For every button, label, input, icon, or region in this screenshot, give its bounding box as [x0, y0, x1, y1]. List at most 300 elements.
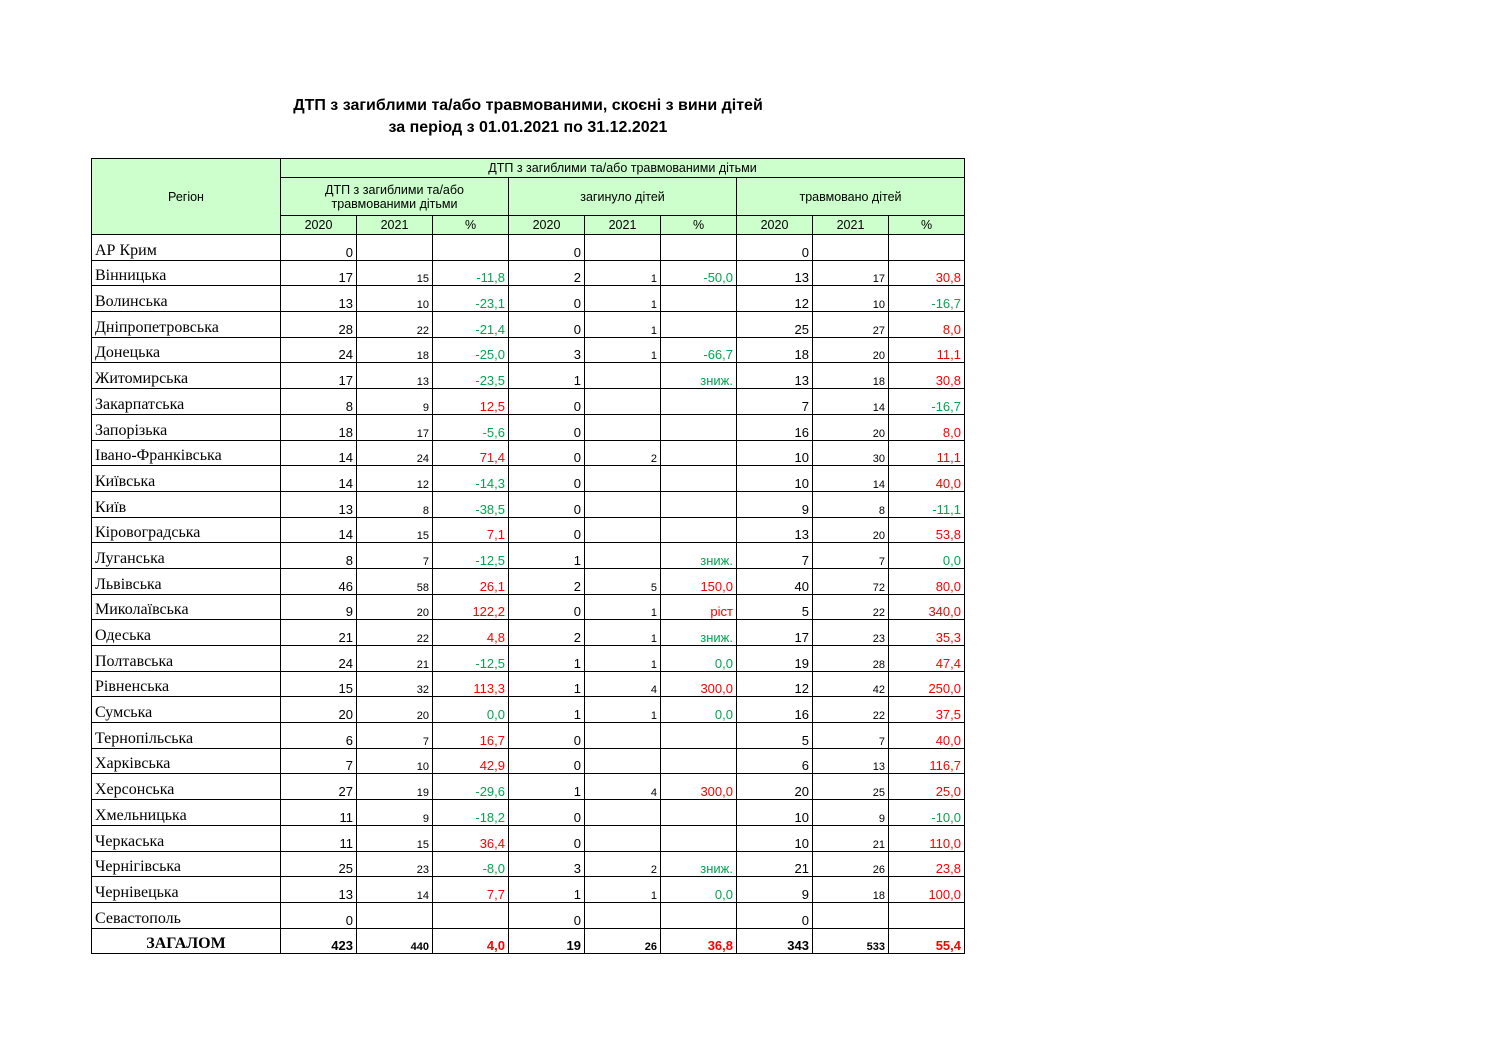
- injured-2020-cell: 343: [737, 928, 813, 954]
- killed-2021-cell: 1: [585, 260, 661, 286]
- region-cell: Київ: [92, 491, 281, 517]
- injured-pct-cell: 40,0: [889, 723, 965, 749]
- table-row: [92, 877, 965, 903]
- injured-pct-cell: 116,7: [889, 748, 965, 774]
- accidents-2021-cell: 9: [357, 389, 433, 415]
- region-cell: Житомирська: [92, 363, 281, 389]
- accidents-pct-cell: -14,3: [433, 466, 509, 492]
- killed-pct-cell: [661, 723, 737, 749]
- table-row: [92, 543, 965, 569]
- killed-pct-cell: 0,0: [661, 646, 737, 672]
- injured-2021-cell: [813, 902, 889, 928]
- killed-2020-cell: 0: [509, 517, 585, 543]
- injured-pct-cell: 55,4: [889, 928, 965, 954]
- accidents-pct-cell: 16,7: [433, 723, 509, 749]
- killed-pct-cell: [661, 902, 737, 928]
- accidents-2021-cell: 21: [357, 646, 433, 672]
- accidents-2020-cell: 14: [281, 517, 357, 543]
- accidents-pct-cell: 12,5: [433, 389, 509, 415]
- injured-2021-cell: 22: [813, 697, 889, 723]
- killed-2020-cell: 0: [509, 312, 585, 338]
- injured-2020-cell: 7: [737, 389, 813, 415]
- injured-2021-cell: 7: [813, 543, 889, 569]
- injured-2021-cell: 10: [813, 286, 889, 312]
- killed-2020-cell: 0: [509, 286, 585, 312]
- region-cell: Закарпатська: [92, 389, 281, 415]
- injured-pct-cell: 25,0: [889, 774, 965, 800]
- accidents-2021-cell: 440: [357, 928, 433, 954]
- table-row: [92, 491, 965, 517]
- region-cell: Донецька: [92, 337, 281, 363]
- killed-pct-cell: [661, 286, 737, 312]
- table-row: [92, 748, 965, 774]
- injured-pct-cell: -10,0: [889, 800, 965, 826]
- accidents-2021-cell: 32: [357, 671, 433, 697]
- injured-2021-cell: 8: [813, 491, 889, 517]
- table-row: [92, 902, 965, 928]
- killed-pct-cell: зниж.: [661, 363, 737, 389]
- region-cell: Одеська: [92, 620, 281, 646]
- killed-pct-cell: 36,8: [661, 928, 737, 954]
- killed-2020-cell: 0: [509, 389, 585, 415]
- table-row: [92, 594, 965, 620]
- accidents-2020-cell: 13: [281, 877, 357, 903]
- killed-2021-cell: 5: [585, 568, 661, 594]
- killed-2021-cell: [585, 543, 661, 569]
- injured-pct-cell: 35,3: [889, 620, 965, 646]
- accidents-header: ДТП з загиблими та/або травмованими дітьми: [281, 178, 509, 216]
- killed-2021-cell: 4: [585, 671, 661, 697]
- injured-header: травмовано дітей: [737, 178, 965, 216]
- accidents-pct-cell: 0,0: [433, 697, 509, 723]
- accidents-2021-cell: 13: [357, 363, 433, 389]
- killed-pct-cell: [661, 491, 737, 517]
- accidents-2021-cell: 14: [357, 877, 433, 903]
- region-cell: АР Крим: [92, 235, 281, 261]
- accidents-2020-cell: 8: [281, 389, 357, 415]
- accidents-2021-cell: 10: [357, 286, 433, 312]
- injured-2020-cell: 10: [737, 825, 813, 851]
- killed-2020-cell: 0: [509, 235, 585, 261]
- killed-pct-cell: 0,0: [661, 877, 737, 903]
- accidents-2021-cell: 24: [357, 440, 433, 466]
- accidents-2020-cell: 17: [281, 260, 357, 286]
- accidents-pct-cell: -23,5: [433, 363, 509, 389]
- injured-2021-cell: 14: [813, 466, 889, 492]
- injured-2021-cell: 20: [813, 337, 889, 363]
- accidents-2021-cell: [357, 902, 433, 928]
- table-row: [92, 414, 965, 440]
- injured-pct-cell: 53,8: [889, 517, 965, 543]
- injured-2020-cell: 10: [737, 440, 813, 466]
- injured-2021-cell: 30: [813, 440, 889, 466]
- accidents-2020-cell: 9: [281, 594, 357, 620]
- injured-pct-cell: 0,0: [889, 543, 965, 569]
- accidents-2021-cell: 7: [357, 543, 433, 569]
- region-cell: Тернопільська: [92, 723, 281, 749]
- accidents-pct-cell: -25,0: [433, 337, 509, 363]
- accidents-pct-cell: 36,4: [433, 825, 509, 851]
- injured-pct-cell: 30,8: [889, 363, 965, 389]
- table-row: [92, 286, 965, 312]
- accidents-2021-cell: 19: [357, 774, 433, 800]
- killed-2021-cell: [585, 414, 661, 440]
- killed-2021-cell: [585, 748, 661, 774]
- injured-pct-cell: 30,8: [889, 260, 965, 286]
- killed-pct-cell: ріст: [661, 594, 737, 620]
- injured-pct-cell: 110,0: [889, 825, 965, 851]
- injured-2020-cell: 6: [737, 748, 813, 774]
- accidents-2021-cell: 18: [357, 337, 433, 363]
- region-cell: Херсонська: [92, 774, 281, 800]
- injured-2021-cell: 26: [813, 851, 889, 877]
- killed-2021-cell: 4: [585, 774, 661, 800]
- killed-2020-cell: 0: [509, 825, 585, 851]
- accidents-2020-cell: 21: [281, 620, 357, 646]
- injured-2020-cell: 25: [737, 312, 813, 338]
- region-cell: Сумська: [92, 697, 281, 723]
- table-row: [92, 646, 965, 672]
- region-cell: Миколаївська: [92, 594, 281, 620]
- year-2020-header: 2020: [737, 216, 813, 235]
- killed-pct-cell: 150,0: [661, 568, 737, 594]
- killed-2021-cell: 1: [585, 697, 661, 723]
- killed-2021-cell: 1: [585, 646, 661, 672]
- accidents-2021-cell: 15: [357, 260, 433, 286]
- injured-pct-cell: 40,0: [889, 466, 965, 492]
- injured-pct-cell: -16,7: [889, 389, 965, 415]
- killed-2021-cell: [585, 902, 661, 928]
- injured-pct-cell: 80,0: [889, 568, 965, 594]
- accidents-2021-cell: 17: [357, 414, 433, 440]
- injured-pct-cell: 250,0: [889, 671, 965, 697]
- table-row: [92, 825, 965, 851]
- accidents-2021-cell: 22: [357, 620, 433, 646]
- accidents-pct-cell: -21,4: [433, 312, 509, 338]
- accidents-pct-cell: -8,0: [433, 851, 509, 877]
- injured-2020-cell: 40: [737, 568, 813, 594]
- killed-2020-cell: 0: [509, 723, 585, 749]
- year-2021-header: 2021: [813, 216, 889, 235]
- injured-2021-cell: 20: [813, 517, 889, 543]
- accidents-pct-cell: -29,6: [433, 774, 509, 800]
- injured-pct-cell: 8,0: [889, 414, 965, 440]
- killed-2021-cell: 1: [585, 620, 661, 646]
- killed-2020-cell: 0: [509, 414, 585, 440]
- injured-2021-cell: 27: [813, 312, 889, 338]
- killed-2020-cell: 0: [509, 902, 585, 928]
- table-row: [92, 312, 965, 338]
- region-cell: Київська: [92, 466, 281, 492]
- injured-2021-cell: 14: [813, 389, 889, 415]
- killed-pct-cell: 0,0: [661, 697, 737, 723]
- injured-2020-cell: 17: [737, 620, 813, 646]
- injured-2021-cell: 533: [813, 928, 889, 954]
- killed-pct-cell: [661, 440, 737, 466]
- region-cell: Чернігівська: [92, 851, 281, 877]
- region-cell: Чернівецька: [92, 877, 281, 903]
- table-row: [92, 851, 965, 877]
- accidents-pct-cell: 7,7: [433, 877, 509, 903]
- accidents-pct-cell: 71,4: [433, 440, 509, 466]
- injured-2020-cell: 5: [737, 723, 813, 749]
- killed-2020-cell: 0: [509, 748, 585, 774]
- region-cell: Кіровоградська: [92, 517, 281, 543]
- accidents-pct-cell: 113,3: [433, 671, 509, 697]
- accidents-2020-cell: 7: [281, 748, 357, 774]
- injured-2021-cell: 9: [813, 800, 889, 826]
- killed-2020-cell: 0: [509, 440, 585, 466]
- accidents-2020-cell: 11: [281, 800, 357, 826]
- table-row: [92, 620, 965, 646]
- group-header: ДТП з загиблими та/або травмованими дітьми: [281, 159, 965, 178]
- injured-pct-cell: 23,8: [889, 851, 965, 877]
- injured-2020-cell: 21: [737, 851, 813, 877]
- injured-2021-cell: 20: [813, 414, 889, 440]
- accidents-2021-cell: 15: [357, 517, 433, 543]
- accidents-2020-cell: 25: [281, 851, 357, 877]
- killed-2020-cell: 1: [509, 363, 585, 389]
- table-row: [92, 389, 965, 415]
- year-2020-header: 2020: [281, 216, 357, 235]
- killed-pct-cell: [661, 235, 737, 261]
- killed-pct-cell: зниж.: [661, 543, 737, 569]
- killed-pct-cell: зниж.: [661, 851, 737, 877]
- killed-pct-cell: [661, 517, 737, 543]
- killed-pct-cell: -50,0: [661, 260, 737, 286]
- region-cell: Івано-Франківська: [92, 440, 281, 466]
- injured-2021-cell: 23: [813, 620, 889, 646]
- region-cell: Харківська: [92, 748, 281, 774]
- killed-2021-cell: 1: [585, 877, 661, 903]
- killed-2020-cell: 1: [509, 697, 585, 723]
- table-row: [92, 235, 965, 261]
- accidents-pct-cell: -38,5: [433, 491, 509, 517]
- accidents-2020-cell: 27: [281, 774, 357, 800]
- accidents-2021-cell: 9: [357, 800, 433, 826]
- injured-pct-cell: -11,1: [889, 491, 965, 517]
- table-row: [92, 517, 965, 543]
- killed-pct-cell: [661, 389, 737, 415]
- accidents-pct-cell: 4,8: [433, 620, 509, 646]
- accidents-2020-cell: 46: [281, 568, 357, 594]
- accidents-pct-cell: -18,2: [433, 800, 509, 826]
- region-cell: Львівська: [92, 568, 281, 594]
- table-row: [92, 337, 965, 363]
- accidents-2020-cell: 24: [281, 337, 357, 363]
- injured-2021-cell: 18: [813, 877, 889, 903]
- injured-pct-cell: [889, 235, 965, 261]
- region-header: Регіон: [92, 159, 281, 235]
- killed-2020-cell: 19: [509, 928, 585, 954]
- killed-pct-cell: [661, 312, 737, 338]
- killed-2020-cell: 0: [509, 466, 585, 492]
- table-row: [92, 260, 965, 286]
- region-cell: Рівненська: [92, 671, 281, 697]
- killed-2021-cell: 1: [585, 594, 661, 620]
- killed-2021-cell: 1: [585, 286, 661, 312]
- accidents-pct-cell: 4,0: [433, 928, 509, 954]
- killed-2021-cell: [585, 825, 661, 851]
- percent-header: %: [661, 216, 737, 235]
- injured-pct-cell: -16,7: [889, 286, 965, 312]
- injured-2020-cell: 13: [737, 260, 813, 286]
- killed-pct-cell: [661, 414, 737, 440]
- accidents-2020-cell: 11: [281, 825, 357, 851]
- accidents-2020-cell: 6: [281, 723, 357, 749]
- injured-pct-cell: 340,0: [889, 594, 965, 620]
- region-cell: Черкаська: [92, 825, 281, 851]
- table-row: [92, 697, 965, 723]
- accidents-2021-cell: 58: [357, 568, 433, 594]
- injured-pct-cell: 100,0: [889, 877, 965, 903]
- killed-pct-cell: [661, 825, 737, 851]
- killed-pct-cell: 300,0: [661, 671, 737, 697]
- killed-pct-cell: [661, 466, 737, 492]
- accidents-2021-cell: 8: [357, 491, 433, 517]
- killed-2020-cell: 1: [509, 543, 585, 569]
- accidents-2020-cell: 8: [281, 543, 357, 569]
- accidents-2021-cell: 20: [357, 594, 433, 620]
- killed-pct-cell: [661, 800, 737, 826]
- accidents-2020-cell: 13: [281, 286, 357, 312]
- killed-2020-cell: 2: [509, 568, 585, 594]
- accidents-2021-cell: [357, 235, 433, 261]
- injured-2020-cell: 9: [737, 491, 813, 517]
- killed-2021-cell: [585, 389, 661, 415]
- killed-2021-cell: 2: [585, 851, 661, 877]
- killed-pct-cell: зниж.: [661, 620, 737, 646]
- accidents-pct-cell: 122,2: [433, 594, 509, 620]
- table-row: [92, 774, 965, 800]
- injured-2020-cell: 7: [737, 543, 813, 569]
- injured-pct-cell: 37,5: [889, 697, 965, 723]
- injured-2020-cell: 16: [737, 697, 813, 723]
- accidents-2021-cell: 7: [357, 723, 433, 749]
- accidents-2021-cell: 10: [357, 748, 433, 774]
- injured-2021-cell: 13: [813, 748, 889, 774]
- accidents-2021-cell: 12: [357, 466, 433, 492]
- table-row: [92, 723, 965, 749]
- accidents-pct-cell: -11,8: [433, 260, 509, 286]
- killed-header: загинуло дітей: [509, 178, 737, 216]
- injured-2020-cell: 10: [737, 800, 813, 826]
- killed-pct-cell: -66,7: [661, 337, 737, 363]
- accidents-2021-cell: 15: [357, 825, 433, 851]
- injured-pct-cell: 47,4: [889, 646, 965, 672]
- percent-header: %: [889, 216, 965, 235]
- table-row: [92, 800, 965, 826]
- injured-2020-cell: 19: [737, 646, 813, 672]
- killed-2021-cell: [585, 363, 661, 389]
- accidents-2020-cell: 15: [281, 671, 357, 697]
- injured-2020-cell: 18: [737, 337, 813, 363]
- injured-2020-cell: 20: [737, 774, 813, 800]
- killed-2021-cell: [585, 517, 661, 543]
- accidents-2020-cell: 423: [281, 928, 357, 954]
- accidents-2021-cell: 20: [357, 697, 433, 723]
- killed-2020-cell: 1: [509, 774, 585, 800]
- accidents-2020-cell: 14: [281, 466, 357, 492]
- killed-2021-cell: 1: [585, 337, 661, 363]
- injured-pct-cell: 11,1: [889, 337, 965, 363]
- accidents-pct-cell: 7,1: [433, 517, 509, 543]
- accidents-2020-cell: 28: [281, 312, 357, 338]
- injured-2020-cell: 0: [737, 235, 813, 261]
- killed-2021-cell: [585, 466, 661, 492]
- injured-pct-cell: 11,1: [889, 440, 965, 466]
- region-cell: Севастополь: [92, 902, 281, 928]
- injured-pct-cell: [889, 902, 965, 928]
- report-title: ДТП з загиблими та/або травмованими, скоєні з вини дітей: [293, 97, 763, 114]
- killed-2021-cell: [585, 800, 661, 826]
- region-cell: Волинська: [92, 286, 281, 312]
- region-cell: Полтавська: [92, 646, 281, 672]
- year-2020-header: 2020: [509, 216, 585, 235]
- percent-header: %: [433, 216, 509, 235]
- injured-2020-cell: 16: [737, 414, 813, 440]
- accidents-pct-cell: -12,5: [433, 543, 509, 569]
- injured-pct-cell: 8,0: [889, 312, 965, 338]
- injured-2021-cell: 21: [813, 825, 889, 851]
- injured-2020-cell: 13: [737, 363, 813, 389]
- table-row: [92, 363, 965, 389]
- accidents-2020-cell: 20: [281, 697, 357, 723]
- accidents-2020-cell: 14: [281, 440, 357, 466]
- accidents-2021-cell: 22: [357, 312, 433, 338]
- report-period: за період з 01.01.2021 по 31.12.2021: [388, 119, 668, 136]
- accidents-pct-cell: -23,1: [433, 286, 509, 312]
- killed-pct-cell: [661, 748, 737, 774]
- injured-2020-cell: 9: [737, 877, 813, 903]
- injured-2020-cell: 12: [737, 286, 813, 312]
- accidents-pct-cell: [433, 902, 509, 928]
- accidents-2020-cell: 17: [281, 363, 357, 389]
- killed-2021-cell: 2: [585, 440, 661, 466]
- injured-2021-cell: 72: [813, 568, 889, 594]
- killed-2020-cell: 0: [509, 594, 585, 620]
- injured-2020-cell: 12: [737, 671, 813, 697]
- injured-2020-cell: 0: [737, 902, 813, 928]
- year-2021-header: 2021: [585, 216, 661, 235]
- injured-2021-cell: 42: [813, 671, 889, 697]
- killed-2021-cell: [585, 723, 661, 749]
- table-row: [92, 440, 965, 466]
- table-row: [92, 466, 965, 492]
- killed-2020-cell: 3: [509, 851, 585, 877]
- killed-2020-cell: 3: [509, 337, 585, 363]
- table-body: [92, 235, 965, 954]
- killed-2021-cell: [585, 235, 661, 261]
- accidents-pct-cell: 26,1: [433, 568, 509, 594]
- table-row: [92, 671, 965, 697]
- accidents-2020-cell: 0: [281, 235, 357, 261]
- injured-2021-cell: 18: [813, 363, 889, 389]
- accidents-2020-cell: 13: [281, 491, 357, 517]
- injured-2021-cell: 25: [813, 774, 889, 800]
- injured-2021-cell: 7: [813, 723, 889, 749]
- injured-2020-cell: 13: [737, 517, 813, 543]
- accidents-pct-cell: -12,5: [433, 646, 509, 672]
- accidents-2020-cell: 24: [281, 646, 357, 672]
- total-row: [92, 928, 965, 954]
- accidents-pct-cell: 42,9: [433, 748, 509, 774]
- region-cell: Луганська: [92, 543, 281, 569]
- region-cell: Дніпропетровська: [92, 312, 281, 338]
- killed-2020-cell: 1: [509, 877, 585, 903]
- killed-pct-cell: 300,0: [661, 774, 737, 800]
- killed-2020-cell: 1: [509, 671, 585, 697]
